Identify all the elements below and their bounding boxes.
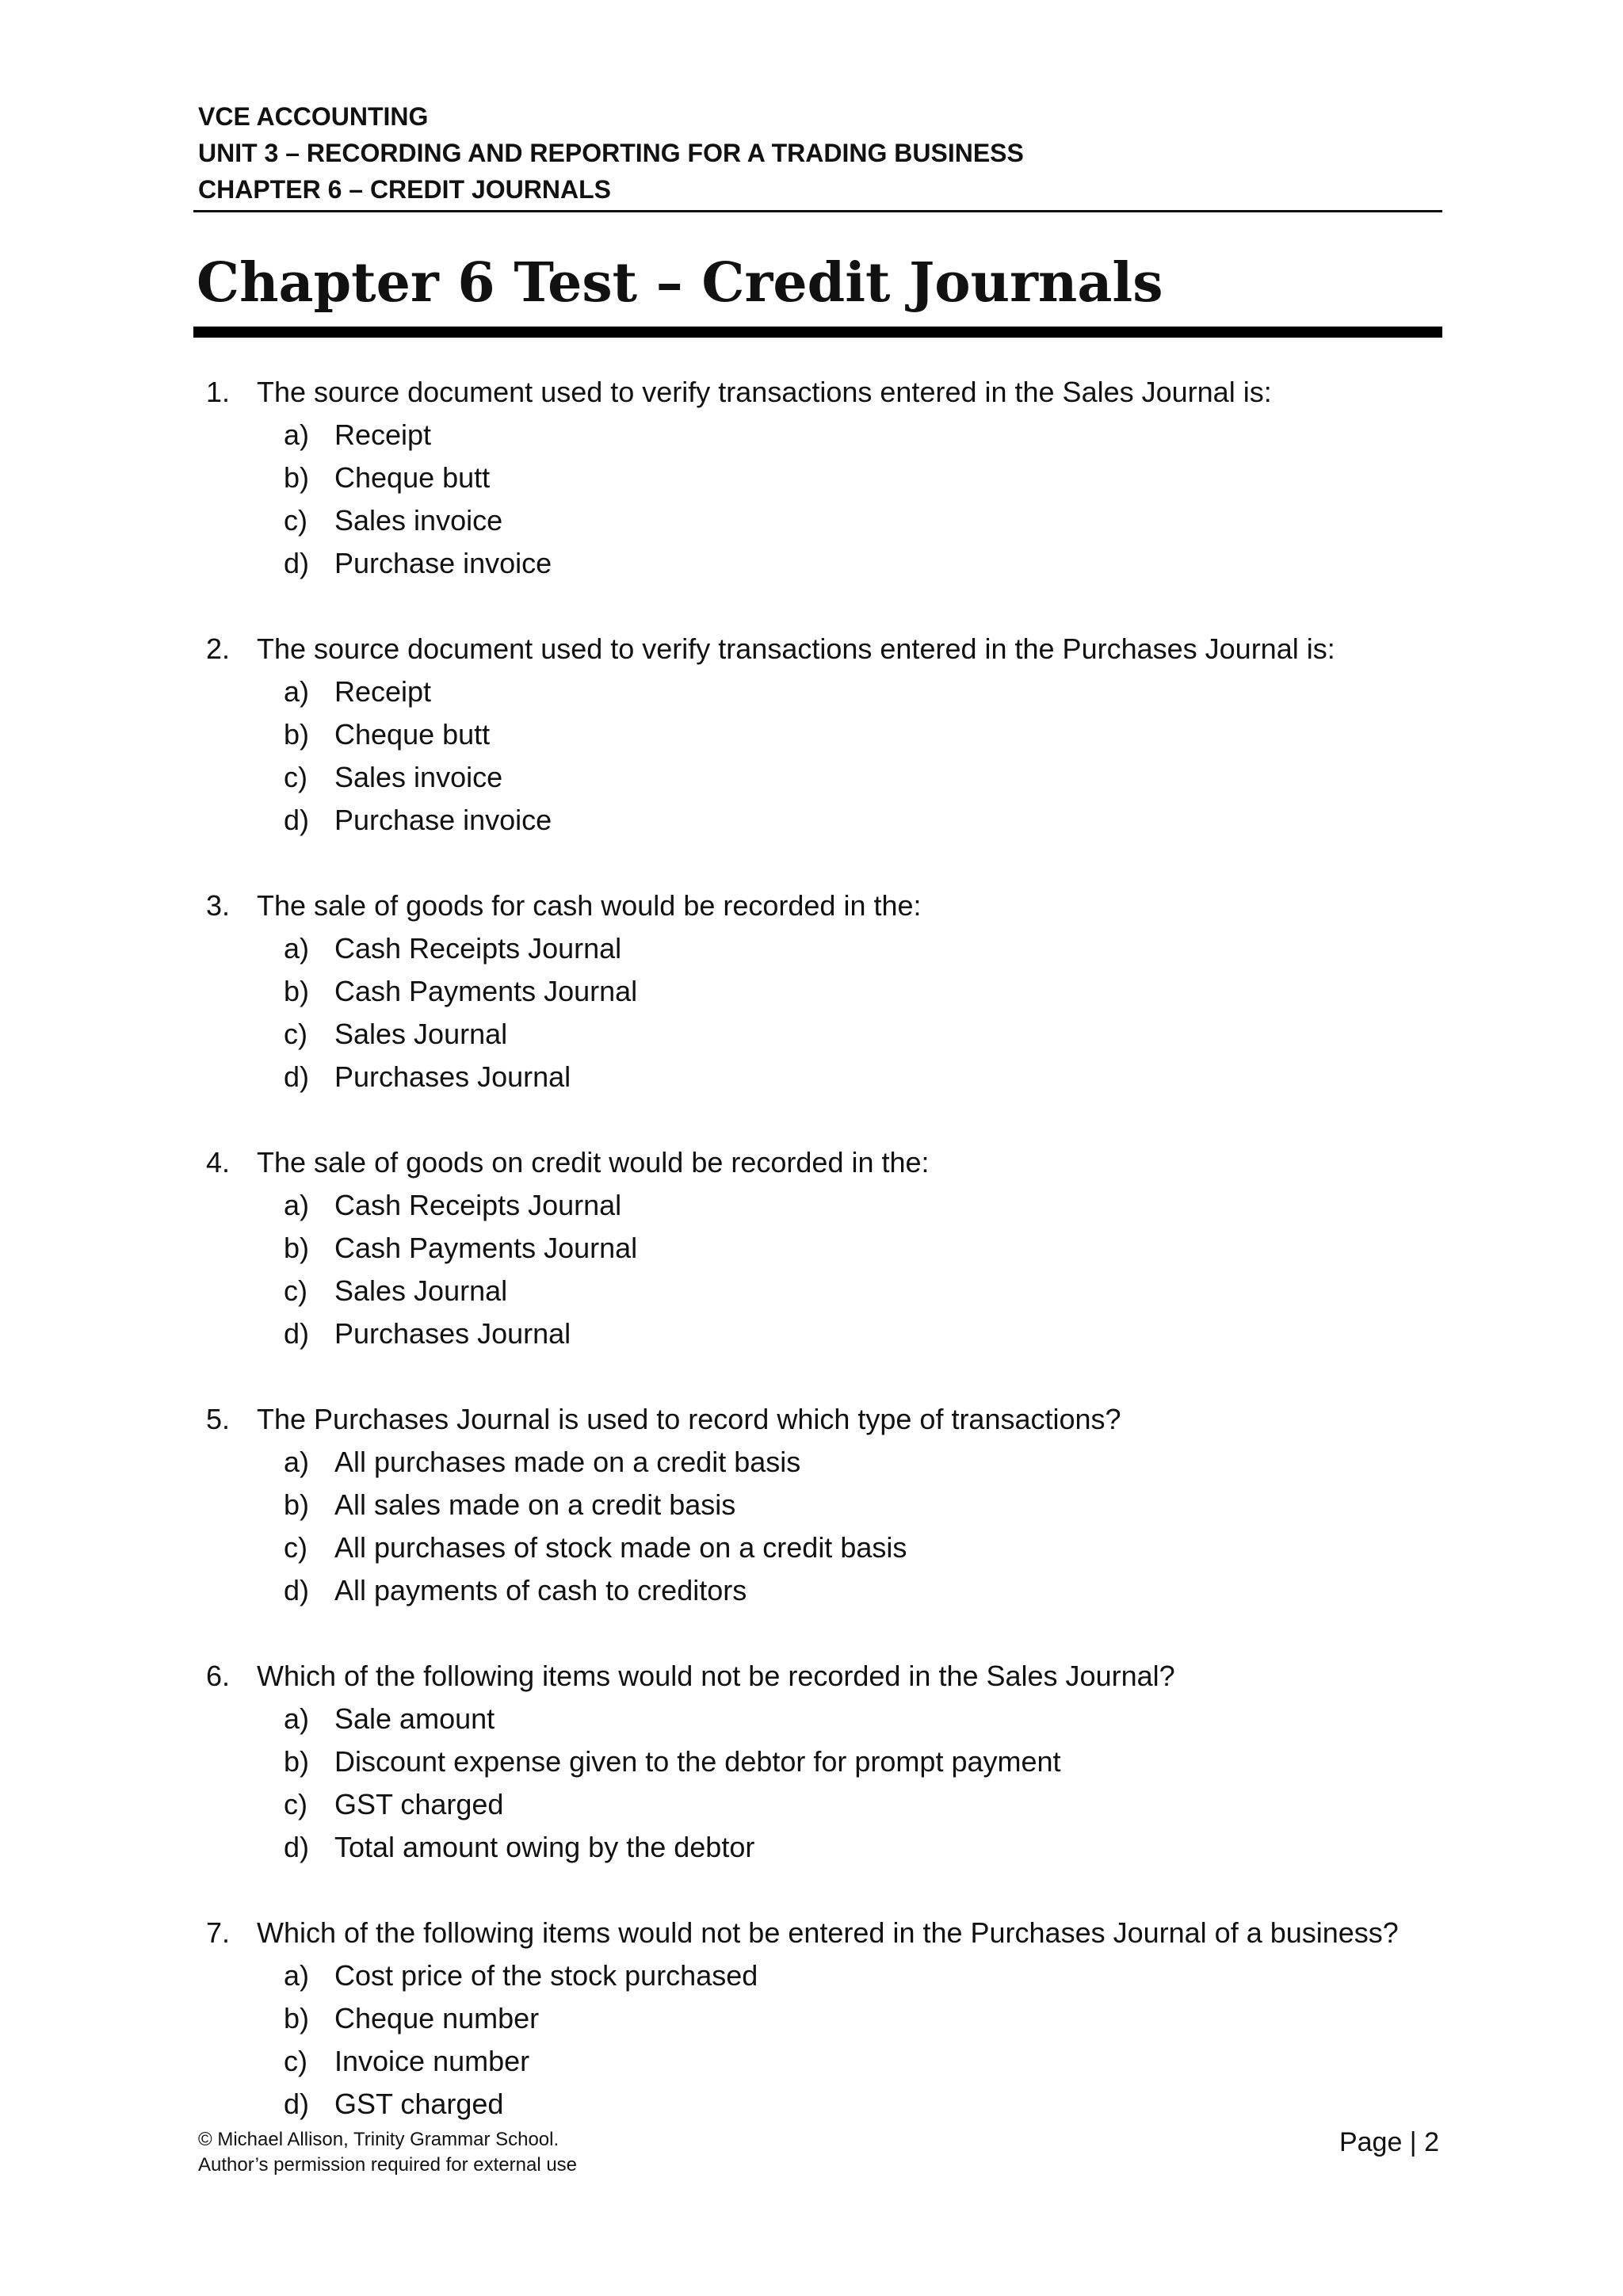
option-text: Sale amount bbox=[334, 1702, 495, 1735]
option-text: Cheque number bbox=[334, 2002, 540, 2034]
option-letter: c) bbox=[284, 2045, 307, 2077]
option-letter: b) bbox=[284, 1232, 310, 1264]
option-letter: d) bbox=[284, 1831, 310, 1863]
footer-copyright: © Michael Allison, Trinity Grammar School. bbox=[198, 2129, 559, 2150]
question-item bbox=[0, 1398, 1623, 1612]
option-letter: b) bbox=[284, 1488, 310, 1521]
answer-option bbox=[0, 1698, 1623, 1740]
question-item bbox=[0, 884, 1623, 1098]
answer-option bbox=[0, 670, 1623, 713]
option-text: Receipt bbox=[334, 418, 432, 451]
question-stem bbox=[0, 1141, 1623, 1184]
option-text: Cheque butt bbox=[334, 461, 491, 494]
answer-option bbox=[0, 457, 1623, 499]
option-letter: a) bbox=[284, 1189, 310, 1221]
question-number: 1. bbox=[206, 376, 231, 408]
option-letter: a) bbox=[284, 1702, 310, 1735]
option-letter: b) bbox=[284, 1745, 310, 1778]
header-divider bbox=[193, 210, 1442, 212]
question-stem bbox=[0, 1912, 1623, 1954]
answer-option bbox=[0, 713, 1623, 756]
answer-option bbox=[0, 756, 1623, 799]
answer-option bbox=[0, 1954, 1623, 1997]
answer-option bbox=[0, 1441, 1623, 1484]
question-stem bbox=[0, 1655, 1623, 1698]
option-text: Sales invoice bbox=[334, 504, 503, 537]
option-text: Cash Payments Journal bbox=[334, 1232, 638, 1264]
answer-option bbox=[0, 927, 1623, 970]
option-letter: d) bbox=[284, 1060, 310, 1093]
answer-option bbox=[0, 1740, 1623, 1783]
question-number: 2. bbox=[206, 632, 231, 665]
option-letter: d) bbox=[284, 547, 310, 579]
option-letter: c) bbox=[284, 761, 307, 793]
answer-option bbox=[0, 499, 1623, 542]
option-letter: b) bbox=[284, 975, 310, 1007]
option-letter: d) bbox=[284, 804, 310, 836]
option-text: Sales Journal bbox=[334, 1274, 508, 1307]
option-letter: a) bbox=[284, 932, 310, 965]
option-letter: a) bbox=[284, 1446, 310, 1478]
question-text: The Purchases Journal is used to record which type of transactions? bbox=[257, 1403, 1121, 1435]
answer-option bbox=[0, 799, 1623, 842]
question-text: The source document used to verify transactions entered in the Sales Journal is: bbox=[257, 376, 1272, 408]
answer-option bbox=[0, 1826, 1623, 1869]
question-list bbox=[0, 371, 1623, 2168]
option-letter: a) bbox=[284, 418, 310, 451]
answer-option bbox=[0, 1484, 1623, 1526]
option-letter: c) bbox=[284, 1788, 307, 1820]
answer-option bbox=[0, 414, 1623, 457]
option-text: Purchases Journal bbox=[334, 1060, 571, 1093]
answer-option bbox=[0, 970, 1623, 1013]
question-text: Which of the following items would not be recorded in the Sales Journal? bbox=[257, 1660, 1175, 1692]
answer-option bbox=[0, 1056, 1623, 1098]
answer-option bbox=[0, 2040, 1623, 2083]
option-text: Sales invoice bbox=[334, 761, 503, 793]
question-stem bbox=[0, 628, 1623, 670]
question-stem bbox=[0, 884, 1623, 927]
header-subject: VCE ACCOUNTING bbox=[198, 102, 429, 131]
question-text: The sale of goods on credit would be recorded in the: bbox=[257, 1146, 930, 1179]
option-text: Discount expense given to the debtor for prompt payment bbox=[334, 1745, 1061, 1778]
answer-option bbox=[0, 1783, 1623, 1826]
option-letter: d) bbox=[284, 2088, 310, 2120]
option-text: Purchases Journal bbox=[334, 1317, 571, 1350]
option-text: All payments of cash to creditors bbox=[334, 1574, 747, 1606]
answer-option bbox=[0, 1312, 1623, 1355]
answer-option bbox=[0, 1184, 1623, 1227]
option-text: All purchases made on a credit basis bbox=[334, 1446, 801, 1478]
option-text: Purchase invoice bbox=[334, 804, 552, 836]
question-text: Which of the following items would not be entered in the Purchases Journal of a business? bbox=[257, 1916, 1399, 1949]
question-text: The source document used to verify transactions entered in the Purchases Journal is: bbox=[257, 632, 1335, 665]
option-letter: b) bbox=[284, 2002, 310, 2034]
option-letter: c) bbox=[284, 1531, 307, 1564]
question-item bbox=[0, 1141, 1623, 1355]
question-number: 3. bbox=[206, 889, 231, 922]
answer-option bbox=[0, 1013, 1623, 1056]
footer-credits bbox=[198, 2127, 577, 2178]
option-text: All purchases of stock made on a credit basis bbox=[334, 1531, 907, 1564]
option-letter: c) bbox=[284, 1018, 307, 1050]
option-text: Cost price of the stock purchased bbox=[334, 1959, 758, 1992]
question-number: 4. bbox=[206, 1146, 231, 1179]
option-letter: c) bbox=[284, 504, 307, 537]
option-text: Cheque butt bbox=[334, 718, 491, 751]
option-text: All sales made on a credit basis bbox=[334, 1488, 736, 1521]
question-stem bbox=[0, 371, 1623, 414]
option-text: Invoice number bbox=[334, 2045, 530, 2077]
question-text: The sale of goods for cash would be recorded in the: bbox=[257, 889, 922, 922]
option-text: Purchase invoice bbox=[334, 547, 552, 579]
page-number: Page | 2 bbox=[1338, 2127, 1439, 2157]
answer-option bbox=[0, 542, 1623, 585]
header-unit: UNIT 3 – RECORDING AND REPORTING FOR A TRADING BUSINESS bbox=[198, 139, 1024, 167]
answer-option bbox=[0, 1526, 1623, 1569]
question-number: 7. bbox=[206, 1916, 231, 1949]
answer-option bbox=[0, 1997, 1623, 2040]
option-text: Sales Journal bbox=[334, 1018, 508, 1050]
question-item bbox=[0, 371, 1623, 585]
option-text: Cash Receipts Journal bbox=[334, 1189, 622, 1221]
option-letter: d) bbox=[284, 1317, 310, 1350]
title-divider bbox=[193, 327, 1442, 338]
running-header bbox=[198, 98, 1442, 208]
option-letter: c) bbox=[284, 1274, 307, 1307]
answer-option bbox=[0, 1569, 1623, 1612]
header-chapter: CHAPTER 6 – CREDIT JOURNALS bbox=[198, 175, 611, 204]
question-item bbox=[0, 628, 1623, 842]
option-letter: b) bbox=[284, 461, 310, 494]
footer-permission: Author’s permission required for external use bbox=[198, 2154, 578, 2176]
option-text: Cash Payments Journal bbox=[334, 975, 638, 1007]
answer-option bbox=[0, 1227, 1623, 1270]
option-text: Total amount owing by the debtor bbox=[334, 1831, 755, 1863]
question-number: 6. bbox=[206, 1660, 231, 1692]
option-text: GST charged bbox=[334, 1788, 504, 1820]
page-title: Chapter 6 Test – Credit Journals bbox=[197, 251, 1163, 315]
option-letter: b) bbox=[284, 718, 310, 751]
option-letter: a) bbox=[284, 675, 310, 708]
option-letter: d) bbox=[284, 1574, 310, 1606]
question-number: 5. bbox=[206, 1403, 231, 1435]
question-item bbox=[0, 1655, 1623, 1869]
option-text: Receipt bbox=[334, 675, 432, 708]
answer-option bbox=[0, 1270, 1623, 1312]
question-item bbox=[0, 1912, 1623, 2126]
option-letter: a) bbox=[284, 1959, 310, 1992]
question-stem bbox=[0, 1398, 1623, 1441]
answer-option bbox=[0, 2083, 1623, 2126]
option-text: GST charged bbox=[334, 2088, 504, 2120]
option-text: Cash Receipts Journal bbox=[334, 932, 622, 965]
